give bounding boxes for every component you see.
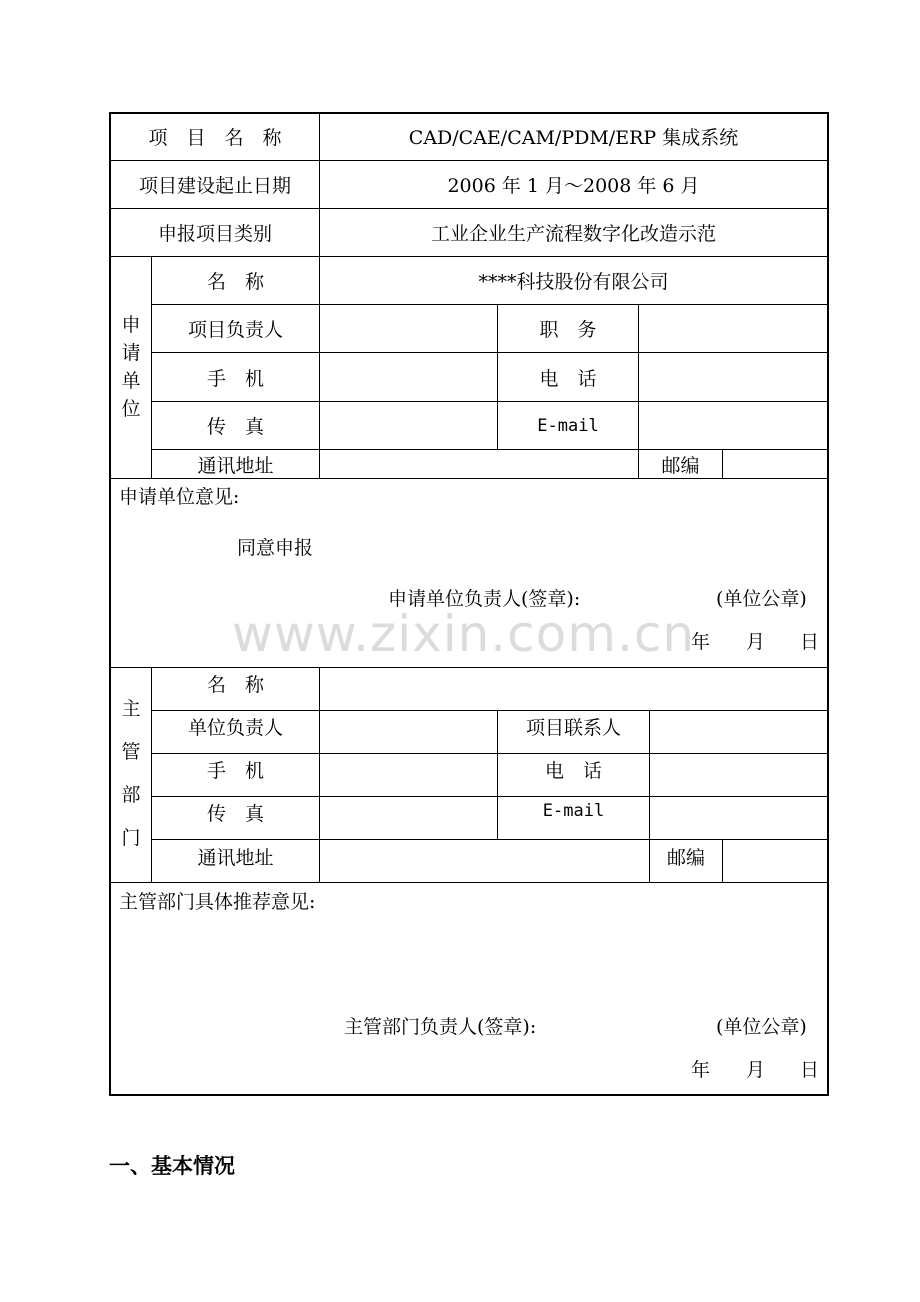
authority-address-field[interactable]: [320, 840, 649, 882]
authority-name-field[interactable]: [320, 668, 827, 710]
applicant-fax-field[interactable]: [320, 402, 497, 449]
authority-section-char: 部: [121, 784, 141, 806]
authority-section-label: [117, 688, 145, 860]
applicant-date-day: 日: [800, 631, 820, 653]
applicant-date-month: 月: [746, 631, 766, 653]
category-label: 申报项目类别: [157, 223, 272, 245]
applicant-name-label: 名 称: [206, 271, 264, 293]
authority-address-label: 通讯地址: [197, 847, 274, 869]
authority-contact-field[interactable]: [650, 711, 827, 753]
applicant-position-label: 职 务: [539, 319, 597, 341]
applicant-section-char: 单: [121, 370, 141, 392]
authority-fax-label: 传 真: [206, 803, 264, 825]
authority-section-char: 管: [121, 741, 141, 763]
applicant-section-label: [117, 311, 145, 423]
applicant-leader-field[interactable]: [320, 305, 497, 352]
applicant-postcode-label: 邮编: [661, 454, 700, 477]
authority-leader-label: 单位负责人: [187, 717, 283, 739]
authority-email-label: E-mail: [542, 801, 605, 821]
authority-postcode-field[interactable]: [723, 840, 827, 882]
authority-email-field[interactable]: [650, 797, 827, 839]
applicant-fax-label: 传 真: [206, 416, 264, 438]
authority-section-char: 门: [121, 827, 141, 849]
applicant-phone-label: 电 话: [539, 367, 597, 390]
authority-phone-label: 电 话: [544, 760, 602, 782]
authority-date-day: 日: [800, 1059, 820, 1081]
applicant-date-year: 年: [691, 631, 711, 653]
authority-contact-label: 项目联系人: [525, 717, 621, 739]
applicant-section-char: 请: [121, 342, 141, 364]
applicant-mobile-label: 手 机: [206, 367, 264, 390]
applicant-phone-field[interactable]: [639, 353, 827, 401]
authority-name-label: 名 称: [206, 674, 264, 696]
authority-postcode-label: 邮编: [666, 847, 705, 869]
authority-seal-label: (单位公章): [716, 1016, 807, 1038]
applicant-leader-label: 项目负责人: [187, 319, 283, 341]
applicant-signature-label: 申请单位负责人(签章):: [388, 588, 581, 610]
project-name-value: CAD/CAE/CAM/PDM/ERP 集成系统: [408, 127, 739, 149]
applicant-opinion-title: 申请单位意见:: [119, 486, 240, 508]
authority-fax-field[interactable]: [320, 797, 497, 839]
authority-mobile-label: 手 机: [206, 760, 264, 782]
applicant-address-label: 通讯地址: [197, 454, 274, 477]
project-date-label: 项目建设起止日期: [138, 175, 291, 197]
applicant-email-field[interactable]: [639, 402, 827, 449]
authority-signature-label: 主管部门负责人(签章):: [344, 1016, 537, 1038]
applicant-position-field[interactable]: [639, 305, 827, 352]
section-heading: 一、基本情况: [109, 1154, 235, 1178]
applicant-section-char: 位: [121, 398, 141, 420]
project-name-label: 项 目 名 称: [148, 127, 282, 149]
applicant-section-char: 申: [121, 314, 141, 336]
authority-leader-field[interactable]: [320, 711, 497, 753]
applicant-email-label: E-mail: [537, 415, 599, 436]
watermark: www.zixin.com.cn: [232, 605, 696, 663]
project-date-value: 2006 年 1 月～2008 年 6 月: [447, 175, 700, 197]
authority-phone-field[interactable]: [650, 754, 827, 796]
applicant-postcode-field[interactable]: [723, 450, 827, 478]
authority-date-month: 月: [746, 1059, 766, 1081]
authority-opinion-title: 主管部门具体推荐意见:: [119, 891, 316, 913]
applicant-address-field[interactable]: [320, 450, 638, 478]
authority-mobile-field[interactable]: [320, 754, 497, 796]
applicant-opinion-text: 同意申报: [237, 537, 314, 559]
category-value: 工业企业生产流程数字化改造示范: [430, 223, 716, 245]
applicant-name-value: ****科技股份有限公司: [478, 271, 669, 293]
applicant-mobile-field[interactable]: [320, 353, 497, 401]
authority-date-year: 年: [691, 1059, 711, 1081]
authority-section-char: 主: [121, 698, 141, 720]
applicant-seal-label: (单位公章): [716, 588, 807, 610]
